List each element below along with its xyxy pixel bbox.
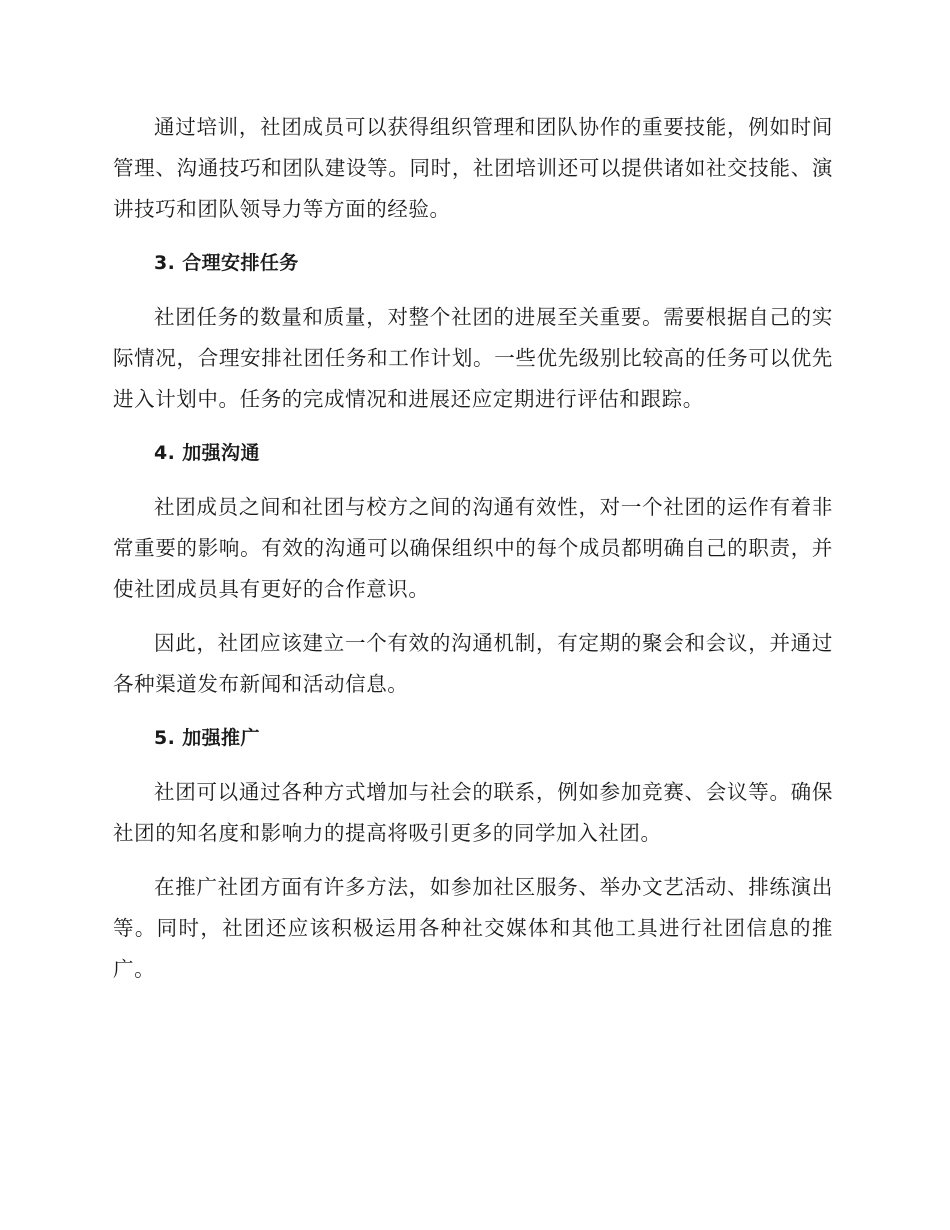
section-heading-promotion: 5. 加强推广 [154, 727, 260, 749]
section-heading-arrange-tasks: 3. 合理安排任务 [154, 252, 299, 274]
section-heading-communication: 4. 加强沟通 [154, 442, 260, 464]
paragraph-tasks: 社团任务的数量和质量，对整个社团的进展至关重要。需要根据自己的实际情况，合理安排社团任务和工作计划。一些优先级别比较高的任务可以优先进入计划中。任务的完成情况和进展还应定期进行评估和跟踪。 [113, 305, 833, 411]
paragraph-communication-mechanism: 因此，社团应该建立一个有效的沟通机制，有定期的聚会和会议，并通过各种渠道发布新闻和活动信息。 [113, 631, 833, 696]
paragraph-training: 通过培训，社团成员可以获得组织管理和团队协作的重要技能，例如时间管理、沟通技巧和团队建设等。同时，社团培训还可以提供诸如社交技能、演讲技巧和团队领导力等方面的经验。 [113, 115, 833, 221]
paragraph-promotion-methods: 在推广社团方面有许多方法，如参加社区服务、举办文艺活动、排练演出等。同时，社团还应该积极运用各种社交媒体和其他工具进行社团信息的推广。 [113, 875, 833, 981]
document-body [113, 107, 833, 1003]
paragraph-promotion: 社团可以通过各种方式增加与社会的联系，例如参加竞赛、会议等。确保社团的知名度和影响力的提高将吸引更多的同学加入社团。 [113, 780, 833, 845]
paragraph-communication: 社团成员之间和社团与校方之间的沟通有效性，对一个社团的运作有着非常重要的影响。有效的沟通可以确保组织中的每个成员都明确自己的职责，并使社团成员具有更好的合作意识。 [113, 495, 833, 601]
